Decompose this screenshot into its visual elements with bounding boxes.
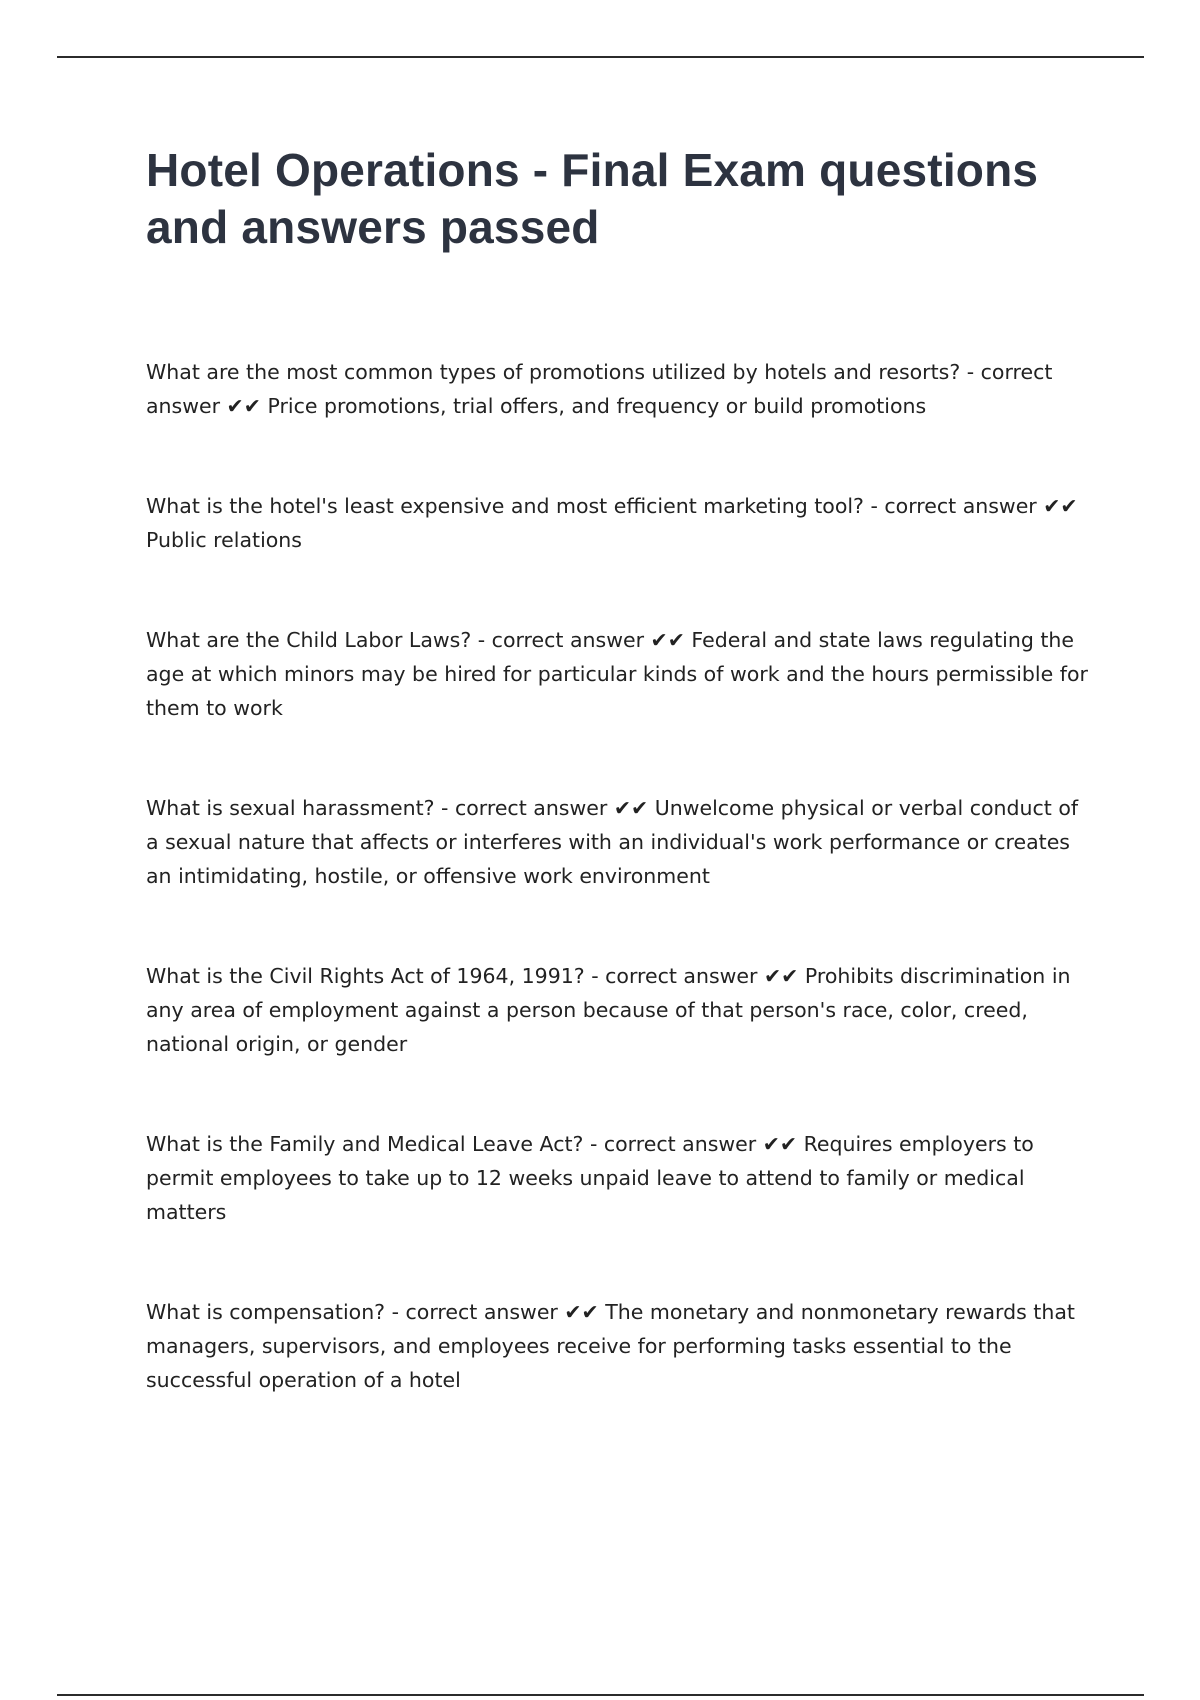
answer-text: Federal and state laws regulating the age at which minors may be hired for particular kinds of work and the hours permissible for them to work <box>146 628 1088 720</box>
answer-marker: - correct answer ✔✔ <box>591 964 799 988</box>
top-divider <box>57 56 1144 58</box>
question-text: What is the Family and Medical Leave Act? <box>146 1132 584 1156</box>
document-body <box>146 142 1096 1463</box>
question-text: What are the Child Labor Laws? <box>146 628 472 652</box>
answer-text: The monetary and nonmonetary rewards that managers, supervisors, and employees receive for performing tasks essential to the successful operation of a hotel <box>146 1300 1075 1392</box>
answer-marker: - correct answer ✔✔ <box>146 360 1059 418</box>
qa-item <box>146 489 1096 557</box>
qa-item <box>146 791 1096 893</box>
answer-marker: - correct answer ✔✔ <box>589 1132 798 1156</box>
question-text: What is the hotel's least expensive and most efficient marketing tool? <box>146 494 864 518</box>
document-title: Hotel Operations - Final Exam questions and answers passed <box>146 144 1039 253</box>
qa-item <box>146 1127 1096 1229</box>
qa-item <box>146 355 1096 423</box>
bottom-divider <box>57 1694 1144 1696</box>
question-text: What are the most common types of promotions utilized by hotels and resorts? <box>146 360 961 384</box>
qa-list <box>146 355 1096 1397</box>
answer-marker: - correct answer ✔✔ <box>870 494 1078 518</box>
answer-text: Requires employers to permit employees to take up to 12 weeks unpaid leave to attend to family or medical matters <box>146 1132 1034 1224</box>
answer-text: Prohibits discrimination in any area of employment against a person because of that person's race, color, creed, national origin, or gender <box>146 964 1071 1056</box>
answer-text: Price promotions, trial offers, and frequency or build promotions <box>267 394 927 418</box>
qa-item <box>146 623 1096 725</box>
answer-text: Public relations <box>146 528 302 552</box>
question-text: What is the Civil Rights Act of 1964, 1991? <box>146 964 585 988</box>
answer-marker: - correct answer ✔✔ <box>441 796 649 820</box>
question-text: What is compensation? <box>146 1300 386 1324</box>
answer-text: Unwelcome physical or verbal conduct of a sexual nature that affects or interferes with an individual's work performance or creates an intimidating, hostile, or offensive work environment <box>146 796 1079 888</box>
qa-item <box>146 1295 1096 1397</box>
answer-marker: - correct answer ✔✔ <box>391 1300 599 1324</box>
answer-marker: - correct answer ✔✔ <box>477 628 685 652</box>
question-text: What is sexual harassment? <box>146 796 435 820</box>
qa-item <box>146 959 1096 1061</box>
